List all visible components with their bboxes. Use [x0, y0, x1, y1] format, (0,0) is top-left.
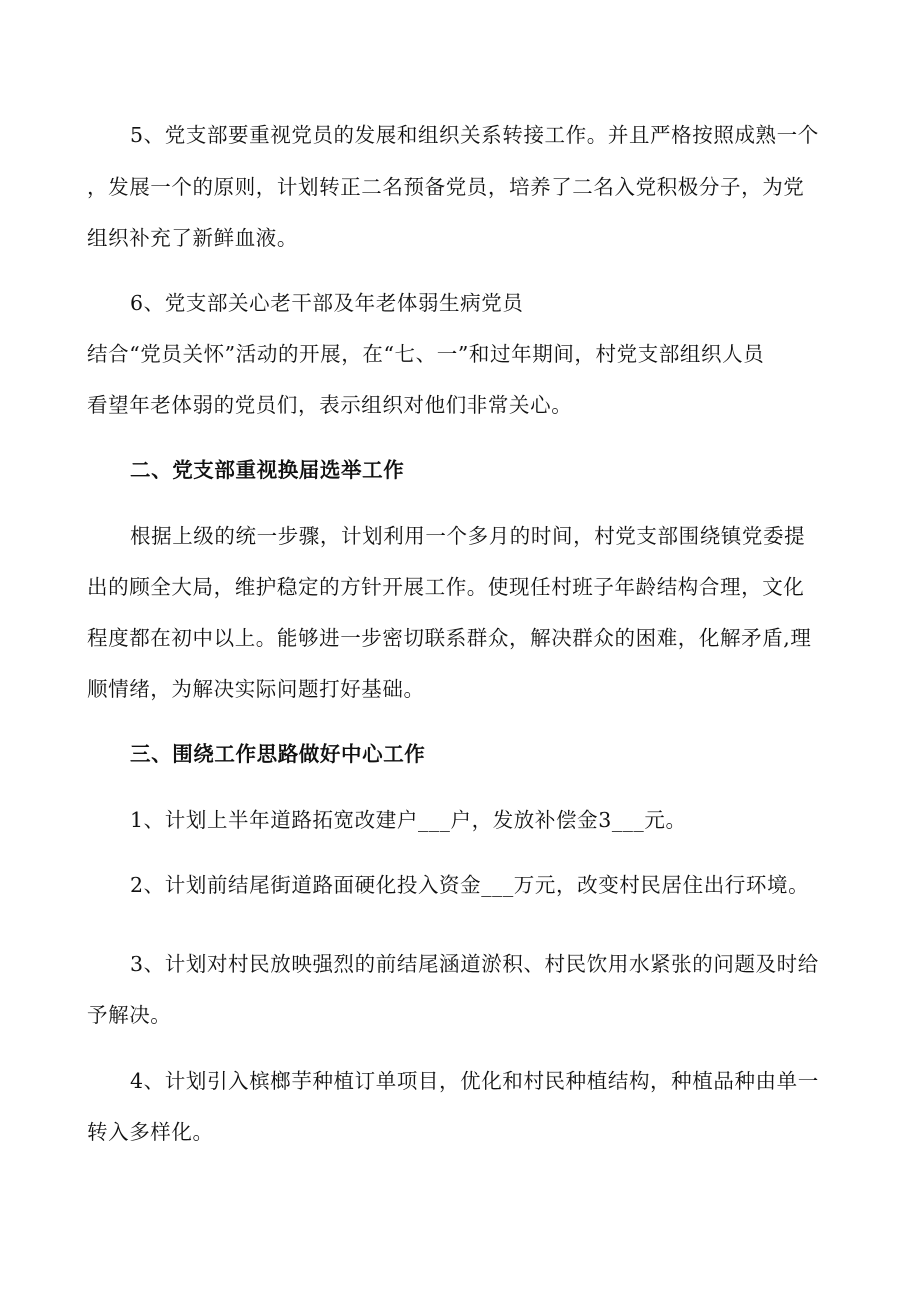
section-2-line-3: 程度都在初中以上。能够进一步密切联系群众，解决群众的困难，化解矛盾,理: [87, 626, 812, 650]
section-2-line-2: 出的顾全大局，维护稳定的方针开展工作。使现任村班子年龄结构合理，文化: [87, 575, 805, 599]
item-3-line-2: 予解决。: [87, 1003, 172, 1027]
section-heading-2: 二、党支部重视换届选举工作: [130, 458, 405, 482]
item-2: 2、计划前结尾街道路面硬化投入资金___万元，改变村民居住出行环境。: [130, 873, 810, 897]
paragraph-5-line-1: 5、党支部要重视党员的发展和组织关系转接工作。并且严格按照成熟一个: [130, 123, 819, 147]
paragraph-5-line-2: ，发展一个的原则，计划转正二名预备党员，培养了二名入党积极分子，为党: [87, 175, 805, 199]
section-2-line-4: 顺情绪，为解决实际问题打好基础。: [87, 677, 425, 701]
paragraph-6-line-2: 看望年老体弱的党员们，表示组织对他们非常关心。: [87, 393, 573, 417]
item-4-line-1: 4、计划引入槟榔芋种植订单项目，优化和村民种植结构，种植品种由单一: [130, 1069, 819, 1093]
item-1: 1、计划上半年道路拓宽改建户___户，发放补偿金3___元。: [130, 808, 687, 832]
section-2-line-1: 根据上级的统一步骤，计划利用一个多月的时间，村党支部围绕镇党委提: [130, 524, 806, 548]
paragraph-6-title: 6、党支部关心老干部及年老体弱生病党员: [130, 291, 524, 315]
item-3-line-1: 3、计划对村民放映强烈的前结尾涵道淤积、村民饮用水紧张的问题及时给: [130, 952, 819, 976]
paragraph-6-line-1: 结合“党员关怀”活动的开展，在“七、一”和过年期间，村党支部组织人员: [87, 342, 765, 366]
item-4-line-2: 转入多样化。: [87, 1120, 214, 1144]
section-heading-3: 三、围绕工作思路做好中心工作: [130, 742, 426, 766]
paragraph-5-line-3: 组织补充了新鲜血液。: [87, 226, 298, 250]
